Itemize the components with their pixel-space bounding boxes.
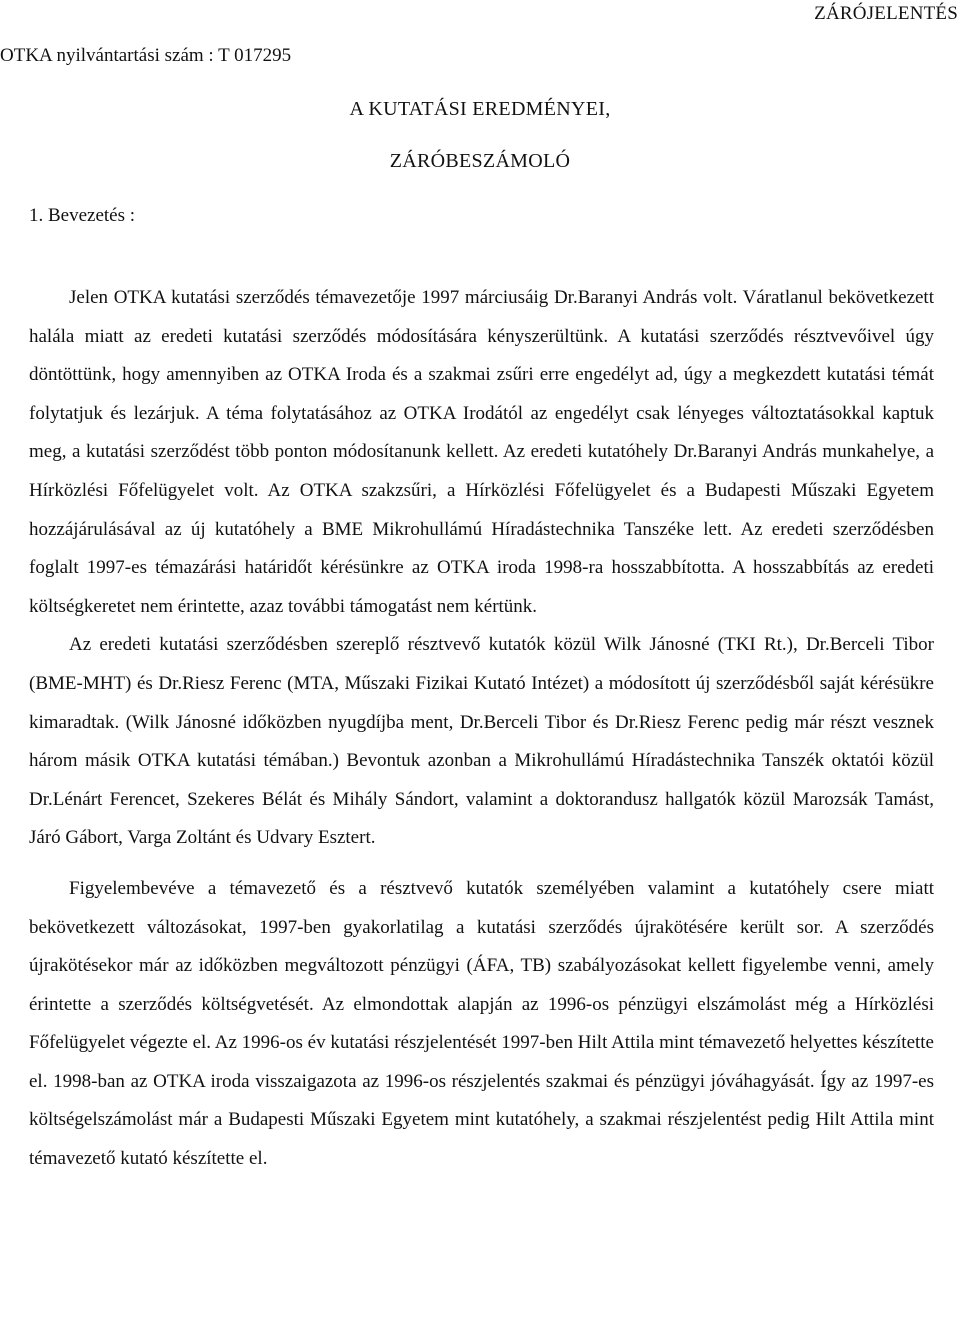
paragraph: Az eredeti kutatási szerződésben szereplő résztvevő kutatók közül Wilk Jánosné (TKI Rt.), Dr.Berceli Tibor (BME-MHT) és Dr.Riesz Ferenc (MTA, Műszaki Fizikai Kutató Intézet) a módosított új szerződésből saját kérésükre kimaradtak. (Wilk Jánosné időközben nyugdíjba ment, Dr.Berceli Tibor és Dr.Riesz Ferenc pedig már részt vesznek három másik OTKA kutatási témában.) Bevontuk azonban a Mikrohullámú Híradástechnika Tanszék oktatói közül Dr.Lénárt Ferencet, Szekeres Bélát és Mihály Sándort, valamint a doktorandusz hallgatók közül Marozsák Tamást, Járó Gábort, Varga Zoltánt és Udvary Esztert.	[29, 634, 934, 849]
body-text	[29, 279, 934, 1179]
report-type-label: ZÁRÓJELENTÉS	[814, 3, 958, 24]
document-title: A KUTATÁSI EREDMÉNYEI,	[349, 98, 611, 120]
document-subtitle: ZÁRÓBESZÁMOLÓ	[389, 150, 571, 172]
section-heading: 1. Bevezetés :	[29, 205, 136, 226]
paragraph: Jelen OTKA kutatási szerződés témavezetője 1997 márciusáig Dr.Baranyi András volt. Váratlanul bekövetkezett halála miatt az eredeti kutatási szerződés módosítására kényszerültünk. A kutatási szerződés résztvevőivel úgy döntöttünk, hogy amennyiben az OTKA Iroda és a szakmai zsűri erre engedélyt ad, úgy a megkezdett kutatási témát folytatjuk és lezárjuk. A téma folytatásához az OTKA Irodától az engedélyt csak lényeges változtatásokkal kaptuk meg, a kutatási szerződést több ponton módosítanunk kellett. Az eredeti kutatóhely Dr.Baranyi András munkahelye, a Hírközlési Főfelügyelet volt. Az OTKA szakzsűri, a Hírközlési Főfelügyelet és a Budapesti Műszaki Egyetem hozzájárulásával az új kutatóhely a BME Mikrohullámú Híradástechnika Tanszéke lett. Az eredeti szerződésben foglalt 1997-es témazárási határidőt kérésünkre az OTKA iroda 1998-ra hosszabbította. A hosszabbítás az eredeti költségkeretet nem érintette, azaz további támogatást nem kértünk.	[29, 287, 934, 617]
otka-registration-number: OTKA nyilvántartási szám : T 017295	[0, 45, 292, 66]
paragraph: Figyelembevéve a témavezető és a résztvevő kutatók személyében valamint a kutatóhely csere miatt bekövetkezett változásokat, 1997-ben gyakorlatilag a kutatási szerződés újrakötésére került sor. A szerződés újrakötésekor már az időközben megváltozott pénzügyi (ÁFA, TB) szabályozásokat kellett figyelembe venni, amely érintette a szerződés költségvetését. Az elmondottak alapján az 1996-os pénzügyi elszámolást még a Hírközlési Főfelügyelet végezte el. Az 1996-os év kutatási részjelentését 1997-ben Hilt Attila mint témavezető helyettes készítette el. 1998-ban az OTKA iroda visszaigazota az 1996-os részjelentés szakmai és pénzügyi jóváhagyását. Így az 1997-es költségelszámolást már a Budapesti Műszaki Egyetem mint kutatóhely, a szakmai részjelentést pedig Hilt Attila mint témavezető kutató készítette el.	[29, 877, 934, 1170]
